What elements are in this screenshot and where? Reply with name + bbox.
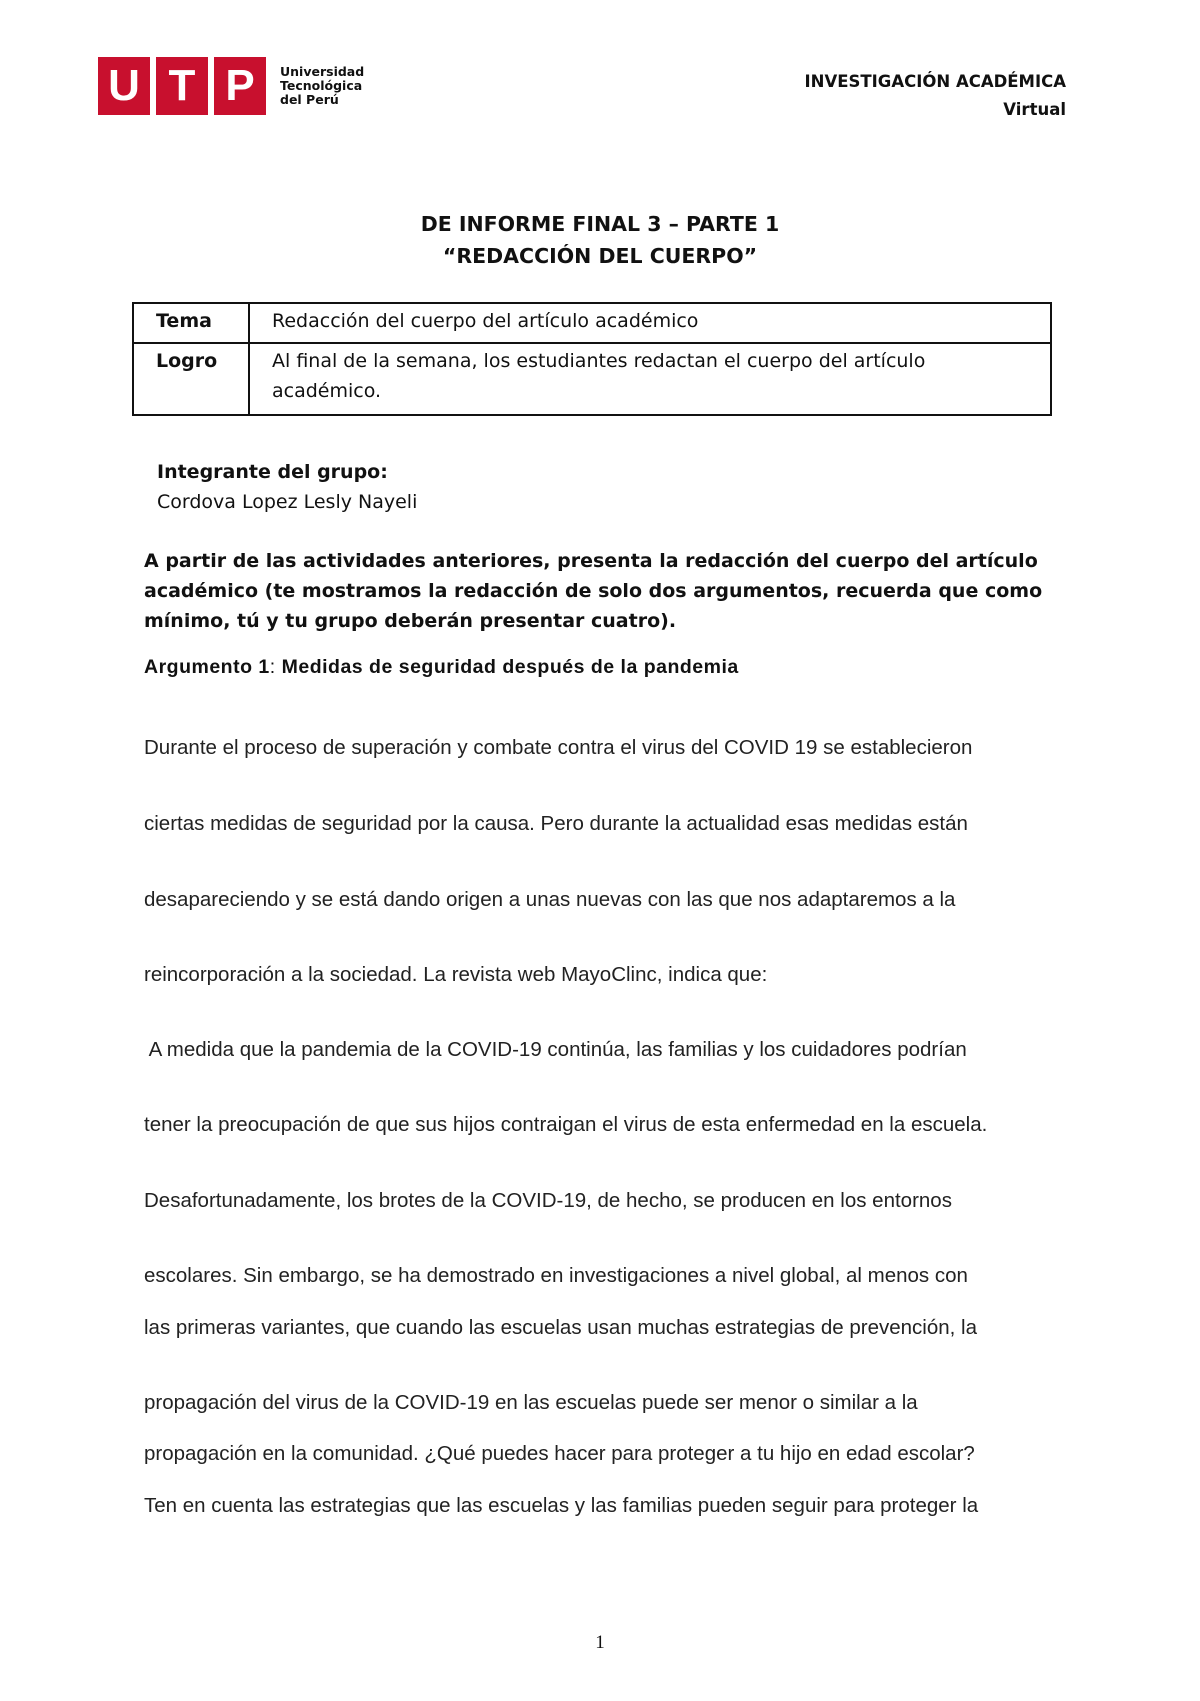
table-row	[133, 343, 1051, 415]
body-line: ciertas medidas de seguridad por la causa. Pero durante la actualidad esas medidas están	[144, 812, 968, 835]
body-line: las primeras variantes, que cuando las escuelas usan muchas estrategias de prevención, la	[144, 1316, 977, 1339]
body-line: A medida que la pandemia de la COVID-19 continúa, las familias y los cuidadores podrían	[144, 1038, 967, 1061]
table-label-tema: Tema	[133, 303, 249, 343]
table-label-logro: Logro	[133, 343, 249, 415]
body-line: propagación del virus de la COVID-19 en las escuelas puede ser menor o similar a la	[144, 1391, 918, 1414]
argument-heading	[144, 656, 739, 679]
topic-table	[132, 302, 1052, 416]
logo-letter-t: T	[156, 57, 208, 115]
logo-letter-p: P	[214, 57, 266, 115]
body-line: Ten en cuenta las estrategias que las escuelas y las familias pueden seguir para proteger la	[144, 1494, 979, 1517]
argument-separator: :	[269, 656, 282, 678]
body-line: reincorporación a la sociedad. La revista web MayoClinc, indica que:	[144, 963, 768, 986]
page-number: 1	[595, 1632, 605, 1653]
logo-line-2: Tecnológica	[280, 78, 363, 93]
logo-line-3: del Perú	[280, 92, 339, 107]
table-value-logro: Al final de la semana, los estudiantes redactan el cuerpo del artículo académico.	[249, 343, 1051, 415]
logo-university-name	[280, 65, 364, 107]
document-title	[0, 208, 1200, 272]
body-line: Durante el proceso de superación y combate contra el virus del COVID 19 se establecieron	[144, 736, 973, 759]
body-line: desapareciendo y se está dando origen a unas nuevas con las que nos adaptaremos a la	[144, 888, 956, 911]
table-value-tema: Redacción del cuerpo del artículo académico	[249, 303, 1051, 343]
course-modality: Virtual	[1003, 100, 1066, 119]
body-line: Desafortunadamente, los brotes de la COVID-19, de hecho, se producen en los entornos	[144, 1189, 952, 1212]
group-label: Integrante del grupo:	[157, 461, 388, 483]
argument-label: Argumento 1	[144, 656, 270, 678]
header-course-info	[805, 68, 1066, 124]
utp-logo	[98, 57, 364, 115]
group-member: Cordova Lopez Lesly Nayeli	[157, 491, 418, 513]
instructions-paragraph: A partir de las actividades anteriores, presenta la redacción del cuerpo del artículo académico (te mostramos la redacción de solo dos argumentos, recuerda que como mínimo, tú y tu grupo deberán presentar cuatro).	[144, 550, 1043, 632]
course-name: INVESTIGACIÓN ACADÉMICA	[804, 72, 1066, 91]
title-line-2: “REDACCIÓN DEL CUERPO”	[442, 244, 758, 268]
body-line: propagación en la comunidad. ¿Qué puedes hacer para proteger a tu hijo en edad escolar?	[144, 1442, 975, 1465]
logo-letter-u: U	[98, 57, 150, 115]
argument-title: Medidas de seguridad después de la pandemia	[281, 656, 739, 678]
title-line-1: DE INFORME FINAL 3 – PARTE 1	[420, 212, 780, 236]
group-members	[157, 457, 417, 517]
body-line: tener la preocupación de que sus hijos contraigan el virus de esta enfermedad en la escuela.	[144, 1113, 988, 1136]
table-row	[133, 303, 1051, 343]
body-line: escolares. Sin embargo, se ha demostrado en investigaciones a nivel global, al menos con	[144, 1264, 968, 1287]
logo-line-1: Universidad	[280, 64, 365, 79]
